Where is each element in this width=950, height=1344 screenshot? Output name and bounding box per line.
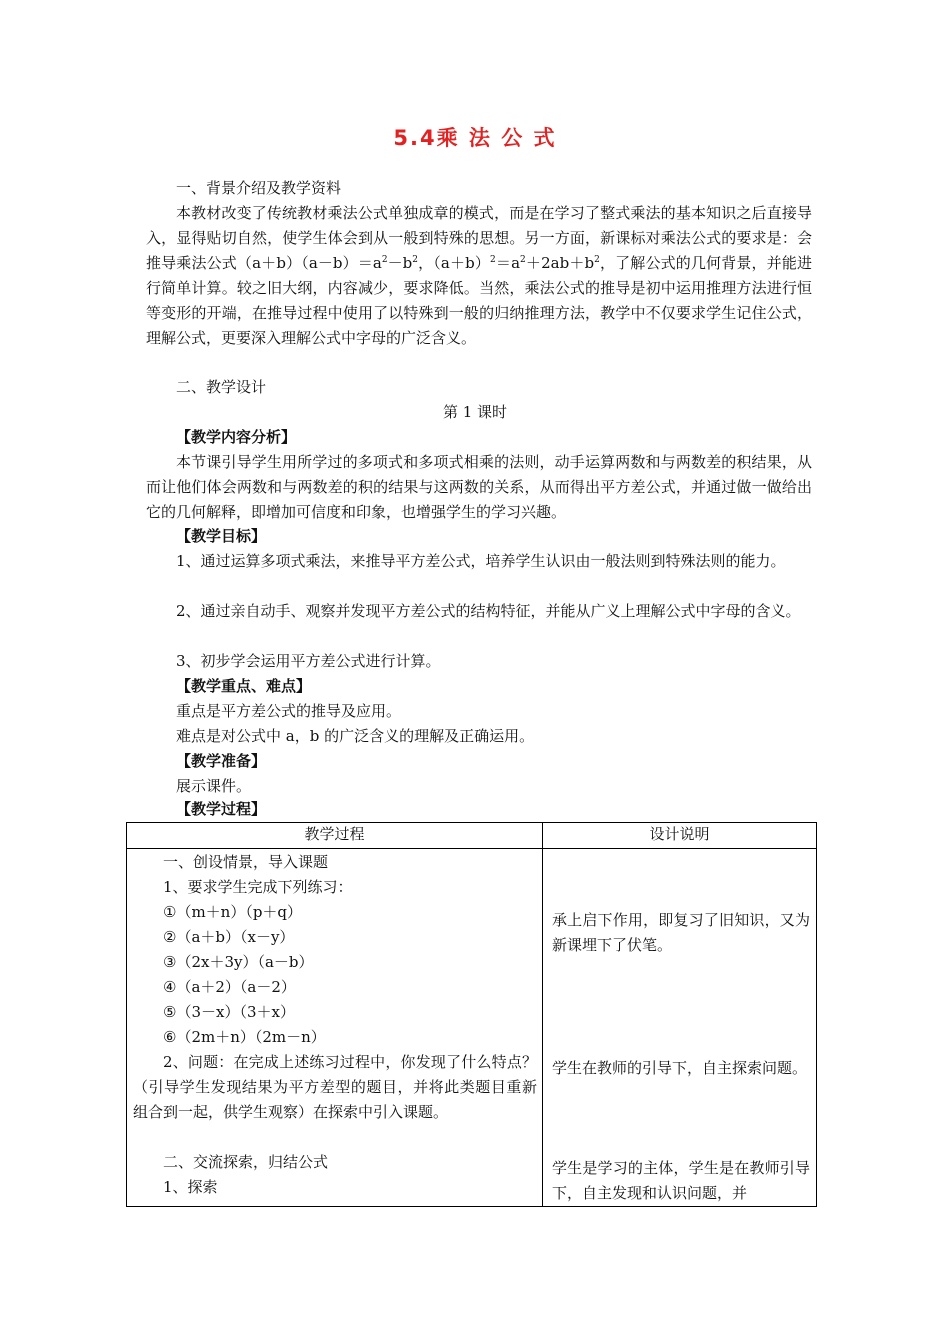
process-cell (127, 849, 543, 1207)
goal-item: 2、通过亲自动手、观察并发现平方差公式的结构特征，并能从广义上理解公式中字母的含义。 (176, 602, 801, 620)
exercise-item: ⑤（3－x）（3＋x） (163, 1003, 295, 1021)
exercise-item: ①（m＋n）（p＋q） (163, 903, 303, 921)
goal-item: 3、初步学会运用平方差公式进行计算。 (176, 652, 441, 670)
difficulty-text: 难点是对公式中 a，b 的广泛含义的理解及正确运用。 (176, 727, 535, 745)
task-text: 1、要求学生完成下列练习： (163, 878, 353, 896)
notes-cell (543, 849, 817, 1207)
content-analysis-text: 本节课引导学生用所学过的多项式和多项式相乘的法则，动手运算两数和与两数差的积结果，从而让他们体会两数和与两数差的积的结果与这两数的关系，从而得出平方差公式，并通过做一做给出它的几何解释，即增加可信度和印象，也增强学生的学习兴趣。 (146, 453, 812, 521)
exercise-item: ③（2x＋3y）（a－b） (163, 953, 314, 971)
lesson-label: 第 1 课时 (442, 403, 508, 421)
stage-heading: 二、交流探索，归结公式 (163, 1153, 329, 1171)
table-row (127, 849, 817, 1207)
key-point-text: 重点是平方差公式的推导及应用。 (176, 702, 402, 720)
section-heading-design: 二、教学设计 (176, 378, 267, 396)
background-paragraph: 本教材改变了传统教材乘法公式单独成章的模式，而是在学习了整式乘法的基本知识之后直接导入，显得贴切自然，使学生体会到从一般到特殊的思想。另一方面，新课标对乘法公式的要求是：会推导乘法公式$(a+b)(a-b)=a^2-b^2$，$(a+b)^2=a^2+2ab+b^2$，了解公式的几何背景，并能进行简单计算。较之旧大纲，内容减少，要求降低。当然，乘法公式的推导是初中运用推理方法进行恒等变形的开端，在推导过程中使用了以特殊到一般的归纳推理方法，教学中不仅要求学生记住公式，理解公式，更要深入理解公式中字母的广泛含义。 (146, 204, 812, 347)
section-heading-background: 一、背景介绍及教学资料 (176, 179, 342, 197)
key-points-label: 【教学重点、难点】 (176, 677, 312, 695)
exercise-item: ④（a＋2）（a－2） (163, 978, 296, 996)
explore-text: 1、探索 (163, 1178, 218, 1196)
design-note: 学生在教师的引导下，自主探索问题。 (552, 1059, 808, 1077)
design-note: 承上启下作用，即复习了旧知识，又为新课埋下了伏笔。 (552, 911, 810, 954)
question-text: 2、问题：在完成上述练习过程中，你发现了什么特点？（引导学生发现结果为平方差型的题目，并将此类题目重新组合到一起，供学生观察）在探索中引入课题。 (133, 1053, 537, 1121)
table-header-process: 教学过程 (127, 823, 543, 849)
goal-item: 1、通过运算多项式乘法，来推导平方差公式，培养学生认识由一般法则到特殊法则的能力。 (176, 552, 786, 570)
table-header-row (127, 823, 817, 849)
design-note: 学生是学习的主体，学生是在教师引导下，自主发现和认识问题，并 (552, 1159, 810, 1202)
exercise-item: ②（a＋b）（x－y） (163, 928, 295, 946)
exercise-item: ⑥（2m＋n）（2m－n） (163, 1028, 326, 1046)
process-label: 【教学过程】 (176, 800, 267, 818)
goals-label: 【教学目标】 (176, 527, 267, 545)
page-title: 5.4乘 法 公 式 (393, 126, 557, 150)
preparation-text: 展示课件。 (176, 777, 252, 795)
preparation-label: 【教学准备】 (176, 752, 267, 770)
content-analysis-label: 【教学内容分析】 (176, 428, 297, 446)
teaching-process-table (126, 822, 817, 1207)
stage-heading: 一、创设情景，导入课题 (163, 853, 329, 871)
table-header-notes: 设计说明 (543, 823, 817, 849)
